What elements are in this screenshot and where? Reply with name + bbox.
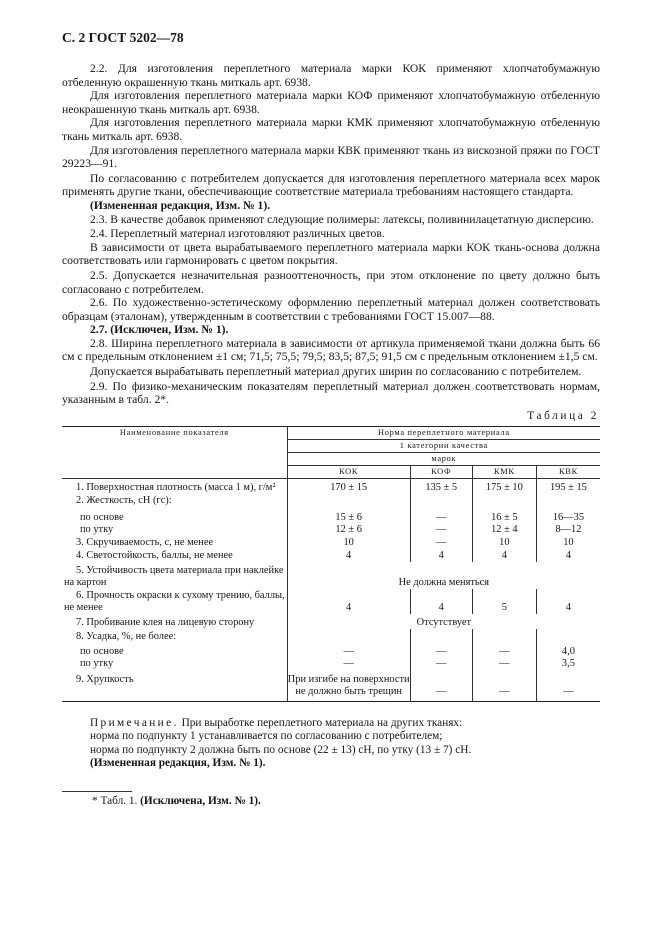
row-label-line: 5. Устойчивость цвета материала при наклейке bbox=[76, 565, 284, 576]
note-line: норма по подпункту 1 устанавливается по согласованию с потребителем; bbox=[90, 730, 443, 743]
table-cell: — bbox=[472, 670, 536, 702]
row-label bbox=[62, 589, 287, 614]
column-header-marks: марок bbox=[287, 453, 600, 466]
row-label: по основе bbox=[80, 646, 124, 657]
table-cell: 10 bbox=[536, 536, 600, 549]
table-cell: 4 bbox=[536, 549, 600, 562]
table-cell: 3,5 bbox=[536, 658, 600, 670]
paragraph: Для изготовления переплетного материала марки КМК применяют хлопчатобумажную отбеленную ткань миткаль арт. 6938. bbox=[62, 116, 600, 143]
table-cell: — bbox=[536, 670, 600, 702]
paragraph: 2.9. По физико-механическим показателям переплетный материал должен соответствовать нормам, указанным в табл. 2*. bbox=[62, 379, 600, 407]
paragraph: 2.6. По художественно-эстетическому оформлению переплетный материал должен соответствовать образцам (эталонам), утвержденным в соответствии с требованиями ГОСТ 15.007—88. bbox=[62, 296, 600, 323]
table-row bbox=[62, 614, 600, 629]
table-cell-merged: Отсутствует bbox=[287, 614, 600, 629]
table-row bbox=[62, 512, 600, 524]
column-header-norm: Норма переплетного материала bbox=[287, 427, 600, 440]
table-header-row bbox=[62, 427, 600, 440]
norms-table bbox=[62, 426, 600, 702]
footnote-bold: (Исключена, Изм. № 1). bbox=[140, 795, 261, 807]
table-cell: — bbox=[472, 658, 536, 670]
row-label: 9. Хрупкость bbox=[62, 670, 287, 702]
table-cell: 5 bbox=[472, 589, 536, 614]
table-cell: 12 ± 6 bbox=[287, 524, 410, 536]
table-cell: 12 ± 4 bbox=[472, 524, 536, 536]
row-label-line: не менее bbox=[64, 602, 103, 613]
paragraph: Для изготовления переплетного материала марки КОФ применяют хлопчатобумажную отбеленную неокрашенную ткань миткаль арт. 6938. bbox=[62, 89, 600, 116]
table-cell: — bbox=[410, 658, 472, 670]
table-cell: — bbox=[287, 658, 410, 670]
table-cell: — bbox=[472, 646, 536, 658]
row-label: по утку bbox=[80, 524, 114, 535]
table-cell: 10 bbox=[287, 536, 410, 549]
row-label: 4. Светостойкость, баллы, не менее bbox=[76, 550, 233, 561]
table-row bbox=[62, 589, 600, 614]
paragraph: Для изготовления переплетного материала марки КВК применяют ткань из вискозной пряжи по ГОСТ 29223—91. bbox=[62, 143, 600, 171]
row-label: по утку bbox=[80, 658, 114, 669]
amendment-note: (Измененная редакция, Изм. № 1). bbox=[90, 757, 266, 770]
table-row bbox=[62, 479, 600, 495]
table-cell: 135 ± 5 bbox=[410, 479, 472, 495]
table-row bbox=[62, 536, 600, 549]
column-header-kof: КОФ bbox=[410, 466, 472, 479]
table-cell-merged: Не должна меняться bbox=[287, 562, 600, 589]
table-cell: 4 bbox=[410, 549, 472, 562]
row-label: по основе bbox=[80, 512, 124, 523]
table-cell: 16 ± 5 bbox=[472, 512, 536, 524]
note-label: Примечание. bbox=[90, 717, 179, 729]
table-cell: 170 ± 15 bbox=[287, 479, 410, 495]
note-line: норма по подпункту 2 должна быть по основе (22 ± 13) сН, по утку (13 ± 7) сН. bbox=[90, 743, 472, 756]
amendment-note: (Измененная редакция, Изм. № 1). bbox=[90, 198, 271, 212]
table-cell: 15 ± 6 bbox=[287, 512, 410, 524]
footnote-divider bbox=[62, 791, 132, 792]
column-header-kok: КОК bbox=[287, 466, 410, 479]
note-line bbox=[62, 717, 600, 730]
row-label: 8. Усадка, %, не более: bbox=[76, 631, 177, 642]
table-row bbox=[62, 670, 600, 702]
section-text bbox=[62, 62, 600, 407]
table-cell bbox=[287, 670, 410, 702]
table-cell: 175 ± 10 bbox=[472, 479, 536, 495]
row-label-line: на картон bbox=[64, 577, 107, 588]
paragraph: Допускается вырабатывать переплетный материал других ширин по согласованию с потребителем. bbox=[90, 365, 582, 379]
paragraph: 2.2. Для изготовления переплетного материала марки КОК применяют хлопчатобумажную отбеленную окрашенную ткань миткаль арт. 6938. bbox=[62, 62, 600, 89]
column-header-kvk: КВК bbox=[536, 466, 600, 479]
table-cell: 4 bbox=[410, 589, 472, 614]
table-row bbox=[62, 524, 600, 536]
cell-line: не должно быть трещин bbox=[295, 686, 402, 697]
paragraph: 2.8. Ширина переплетного материала в зависимости от артикула применяемой ткани должна быть 66 см с предельным отклонением ±1 см; 71,5; 75,5; 79,5; 83,5; 87,5; 91,5 см с предельным отклонением ±1,5 см. bbox=[62, 336, 600, 364]
table-cell: — bbox=[410, 512, 472, 524]
footnote bbox=[92, 795, 261, 807]
row-label bbox=[62, 562, 287, 589]
table-cell: — bbox=[410, 646, 472, 658]
table-cell: — bbox=[410, 524, 472, 536]
paragraph: 2.4. Переплетный материал изготовляют различных цветов. bbox=[90, 227, 385, 241]
page-header: С. 2 ГОСТ 5202—78 bbox=[62, 30, 184, 45]
column-header-kmk: КМК bbox=[472, 466, 536, 479]
table-cell: 10 bbox=[472, 536, 536, 549]
row-label-line: 6. Прочность окраски к сухому трению, баллы, bbox=[76, 590, 285, 601]
table-row bbox=[62, 549, 600, 562]
table-row bbox=[62, 629, 600, 646]
table-cell: 4 bbox=[287, 589, 410, 614]
table-cell: 4 bbox=[287, 549, 410, 562]
row-label: 1. Поверхностная плотность (масса 1 м), г/м² bbox=[76, 482, 276, 493]
note-text: При выработке переплетного материала на других тканях: bbox=[181, 717, 463, 729]
table-cell: 8—12 bbox=[536, 524, 600, 536]
footnote-text: * Табл. 1. bbox=[92, 795, 138, 807]
table-cell: — bbox=[410, 670, 472, 702]
row-label: 7. Пробивание клея на лицевую сторону bbox=[76, 617, 255, 628]
row-label: 2. Жесткость, сН (гс): bbox=[76, 495, 172, 506]
paragraph: В зависимости от цвета вырабатываемого переплетного материала марки КОК ткань-основа должна соответствовать или гармонировать с цветом покрытия. bbox=[62, 240, 600, 268]
column-header-name: Наименование показателя bbox=[62, 427, 287, 479]
paragraph: По согласованию с потребителем допускается для изготовления переплетного материала всех марок применять другие ткани, обеспечивающие соответствие материала требованиям настоящего стандарта. bbox=[62, 171, 600, 199]
table-row bbox=[62, 562, 600, 589]
paragraph: 2.3. В качестве добавок применяют следующие полимеры: латексы, поливинилацетатную дисперсию. bbox=[90, 212, 594, 226]
row-label: 3. Скручиваемость, с, не менее bbox=[76, 537, 214, 548]
excluded-clause: 2.7. (Исключен, Изм. № 1). bbox=[90, 323, 229, 337]
table-cell: — bbox=[287, 646, 410, 658]
table-cell: 4 bbox=[472, 549, 536, 562]
table-note bbox=[62, 717, 600, 771]
table-row bbox=[62, 658, 600, 670]
table-row bbox=[62, 494, 600, 512]
table-cell: 16—35 bbox=[536, 512, 600, 524]
table-caption: Таблица 2 bbox=[527, 410, 599, 422]
paragraph: 2.5. Допускается незначительная разнооттеночность, при этом отклонение по цвету должно быть согласовано с потребителем. bbox=[62, 268, 600, 296]
table-row bbox=[62, 646, 600, 658]
table-cell: 4,0 bbox=[536, 646, 600, 658]
column-header-category: 1 категории качества bbox=[287, 440, 600, 453]
table-cell: — bbox=[410, 536, 472, 549]
table-cell: 4 bbox=[536, 589, 600, 614]
cell-line: При изгибе на поверхности bbox=[287, 674, 410, 685]
table-cell: 195 ± 15 bbox=[536, 479, 600, 495]
